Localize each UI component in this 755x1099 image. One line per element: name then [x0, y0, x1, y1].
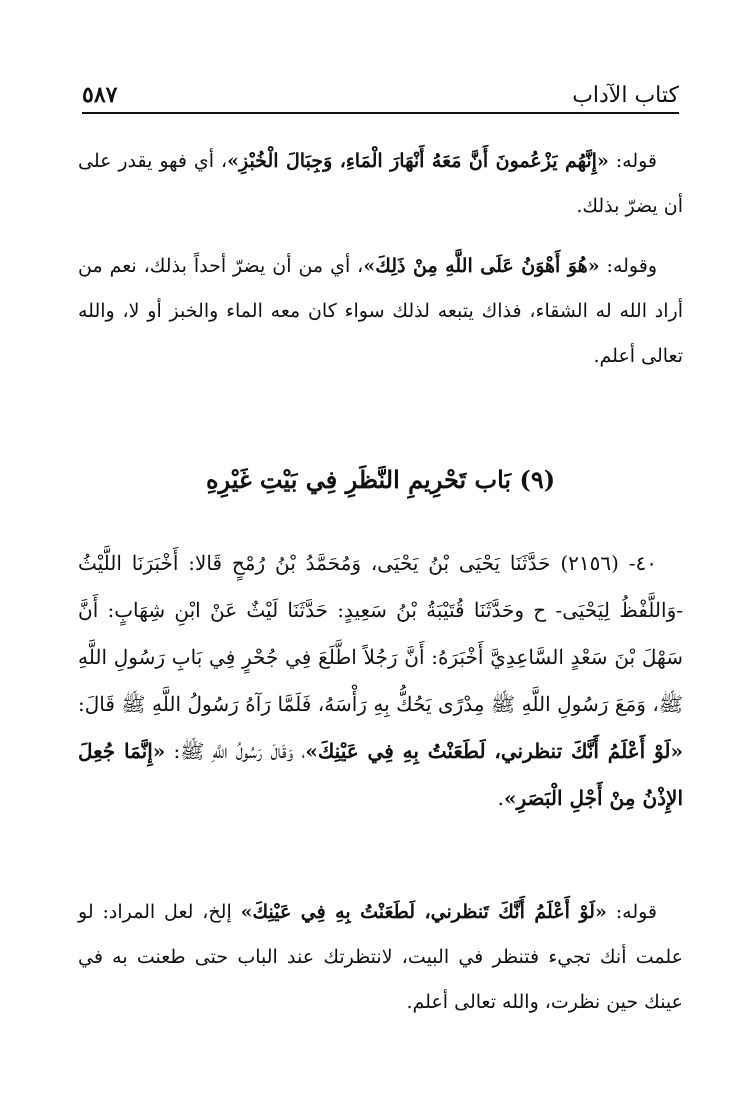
chapter-title: (٩) بَاب تَحْرِيمِ النَّظَرِ فِي بَيْتِ غَيْرِهِ [205, 465, 556, 494]
hadith-quote-1: «لَوْ أَعْلَمُ أَنَّكَ تنظرني، لَطَعَنْتُ بِهِ فِي عَيْنِكَ» [305, 739, 683, 763]
paragraph-3-quote: «لَوْ أَعْلَمُ أَنَّكَ تَنظرني، لَطَعَنْتُ بِهِ فِي عَيْنِكَ» [240, 901, 607, 923]
paragraph-2-rest: ، أي من أن يضرّ أحداً بذلك، نعم من أراد الله له الشقاء، فذاك يتبعه لذلك سواء كان معه الماء والخبز أو لا، والله تعالى أعلم. [78, 255, 683, 367]
commentary-paragraph-2 [78, 244, 683, 379]
hadith-quote-2: «إِنَّمَا جُعِلَ الإِذْنُ مِنْ أَجْلِ الْبَصَرِ» [78, 739, 683, 810]
hadith-part-2: ، وَقَالَ رَسُولُ اللَّهِ ﷺ: [165, 739, 306, 763]
hadith-end: . [497, 786, 504, 810]
paragraph-1-intro: قوله: [608, 150, 658, 172]
paragraph-1-rest: ، أي فهو يقدر على أن يضرّ بذلك. [78, 150, 683, 217]
hadith-text [78, 540, 683, 822]
paragraph-1-quote: «إِنَّهُم يَزْعُمونَ أَنَّ مَعَهُ أَنْهَارَ الْمَاءِ، وَجِبَالَ الْخُبْزِ» [227, 150, 609, 172]
header-rule [82, 112, 679, 114]
page-header [82, 66, 679, 108]
hadith-number: ٤٠- (٢١٥٦) [550, 551, 657, 575]
hadith-part-1: حَدَّثَنَا يَحْيَى بْنُ يَحْيَى، وَمُحَمَّدُ بْنُ رُمْحٍ قَالا: أَخْبَرَنَا اللَّيْثُ -وَاللَّفْظُ لِيَحْيَى- ح وحَدَّثَنَا قُتَيْبَةُ بْنُ سَعِيدٍ: حَدَّثَنَا لَيْثٌ عَنْ ابْنِ شِهَابٍ: أَنَّ سَهْلَ بْنَ سَعْدٍ السَّاعِدِيَّ أَخْبَرَهُ: أَنَّ رَجُلاً اطَّلَعَ فِي جُحْرٍ فِي بَابِ رَسُولِ اللَّهِ ﷺ، وَمَعَ رَسُولِ اللَّهِ ﷺ مِدْرًى يَحُكُّ بِهِ رَأْسَهُ، فَلَمَّا رَآهُ رَسُولُ اللَّهِ ﷺ قَالَ: [78, 551, 683, 716]
paragraph-2-intro: وقوله: [599, 255, 658, 277]
header-title: كتاب الآداب [572, 83, 679, 108]
paragraph-3-intro: قوله: [606, 901, 658, 923]
commentary-paragraph-3 [78, 890, 683, 1025]
page-number: ٥٨٧ [82, 82, 118, 108]
commentary-paragraph-1 [78, 139, 683, 229]
paragraph-2-quote: «هُوَ أَهْوَنُ عَلَى اللَّهِ مِنْ ذَلِكَ» [363, 255, 600, 277]
paragraph-3-rest: إلخ، لعل المراد: لو علمت أنك تجيء فتنظر في البيت، لانتظرتك عند الباب حتى طعنت به في عينك حين نظرت، والله تعالى أعلم. [78, 901, 683, 1013]
